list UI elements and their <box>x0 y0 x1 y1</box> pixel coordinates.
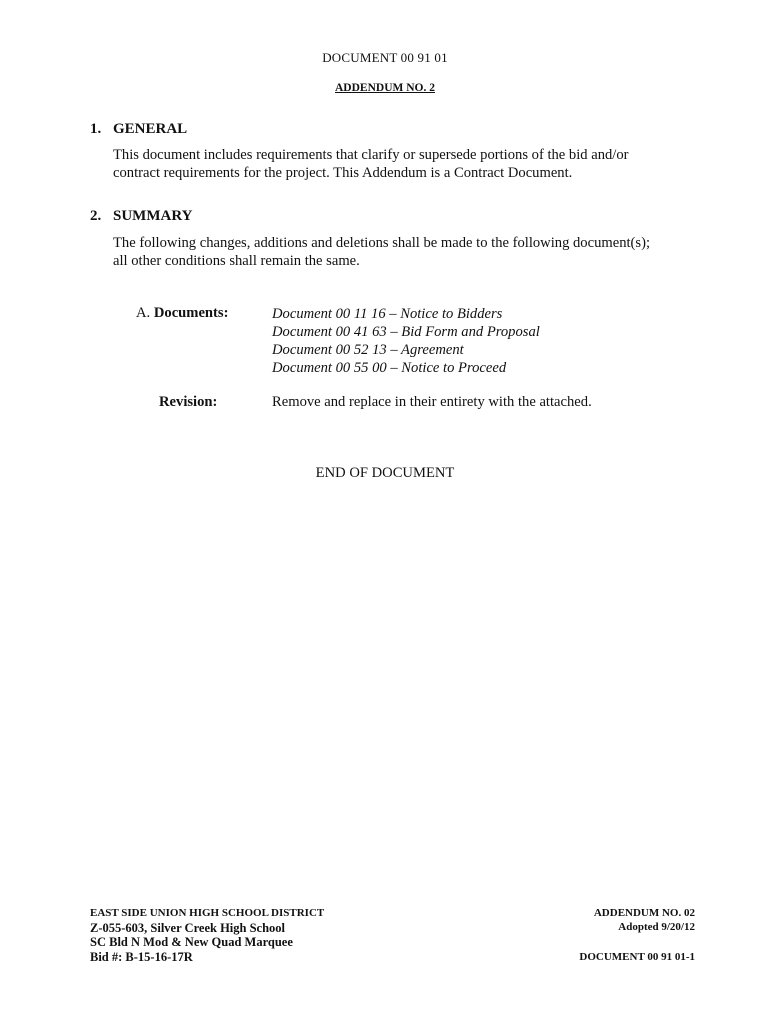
footer-district: EAST SIDE UNION HIGH SCHOOL DISTRICT <box>90 907 325 919</box>
item-letter: A. <box>136 305 151 321</box>
section-heading: SUMMARY <box>113 208 193 224</box>
footer-addendum: ADDENDUM NO. 02 <box>593 907 695 919</box>
body-line: This document includes requirements that clarify or supersede portions of the bid and/or <box>113 147 629 163</box>
documents-list <box>272 305 540 377</box>
footer-adopted: Adopted 9/20/12 <box>618 921 695 933</box>
revision-label: Revision: <box>159 394 218 410</box>
item-a-label <box>136 305 228 322</box>
end-of-document: END OF DOCUMENT <box>315 465 455 481</box>
document-item: Document 00 52 13 – Agreement <box>272 342 464 358</box>
section-summary-heading <box>90 208 192 225</box>
document-item: Document 00 55 00 – Notice to Proceed <box>272 360 507 376</box>
section-summary-body <box>113 234 713 270</box>
section-general-body <box>113 146 713 182</box>
section-heading: GENERAL <box>113 121 188 137</box>
footer-bid: Bid #: B-15-16-17R <box>90 949 193 964</box>
footer-project: Z-055-603, Silver Creek High School <box>90 920 286 935</box>
section-number: 2. <box>90 208 102 224</box>
revision-text: Remove and replace in their entirety with the attached. <box>272 394 592 410</box>
document-item: Document 00 41 63 – Bid Form and Proposal <box>272 324 540 340</box>
body-line: contract requirements for the project. This Addendum is a Contract Document. <box>113 165 573 181</box>
footer-page-id: DOCUMENT 00 91 01-1 <box>579 951 695 963</box>
section-general-heading <box>90 121 187 138</box>
footer-right <box>579 906 695 964</box>
body-line: all other conditions shall remain the same. <box>113 253 360 269</box>
footer-building: SC Bld N Mod & New Quad Marquee <box>90 935 293 949</box>
footer-left <box>90 906 324 964</box>
addendum-title: ADDENDUM NO. 2 <box>335 82 435 94</box>
documents-label: Documents: <box>153 305 229 321</box>
body-line: The following changes, additions and deletions shall be made to the following document(s); <box>113 235 651 251</box>
document-title: DOCUMENT 00 91 01 <box>322 50 448 65</box>
section-number: 1. <box>90 121 102 137</box>
document-item: Document 00 11 16 – Notice to Bidders <box>272 306 503 322</box>
